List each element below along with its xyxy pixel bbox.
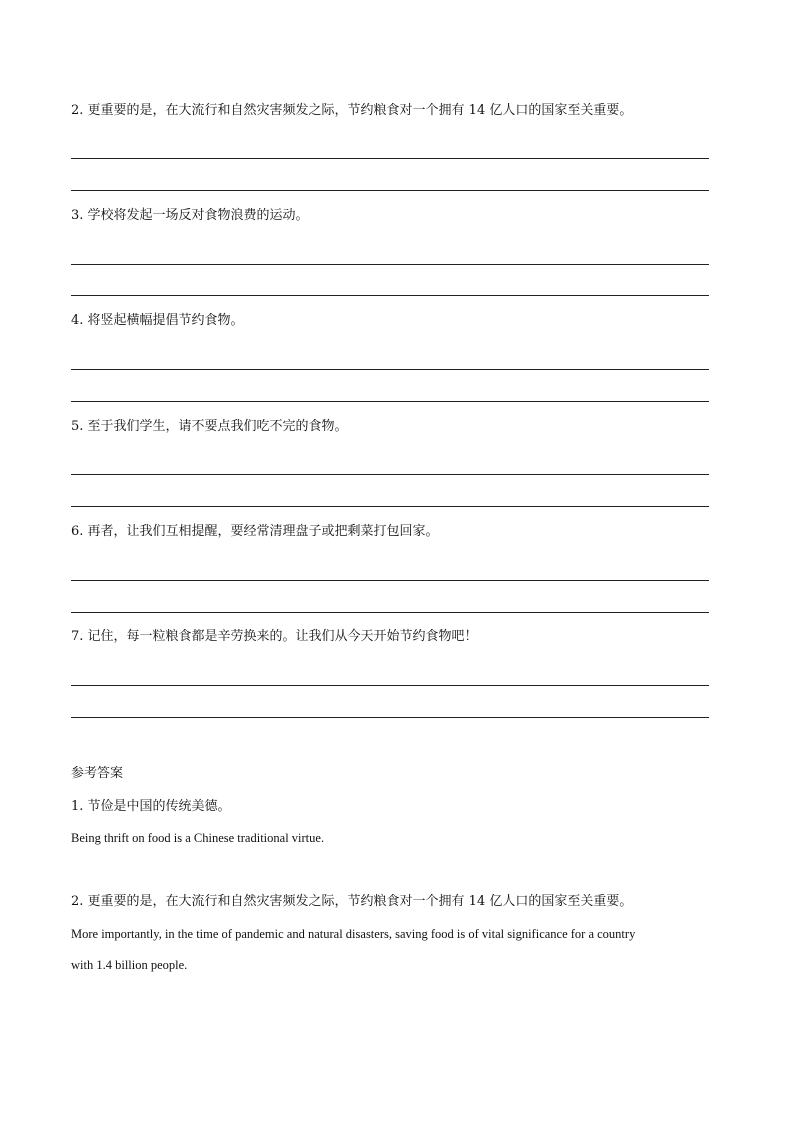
question-3: 3. 学校将发起一场反对食物浪费的运动。	[71, 208, 309, 223]
answer-line	[71, 264, 709, 265]
answer-question-2: 2. 更重要的是，在大流行和自然灾害频发之际，节约粮食对一个拥有 14 亿人口的国家至关重要。	[71, 894, 633, 909]
answer-text-1: Being thrift on food is a Chinese traditional virtue.	[71, 831, 325, 845]
answer-line	[71, 295, 709, 296]
answer-line	[71, 685, 709, 686]
answer-line	[71, 190, 709, 191]
answer-question-1: 1. 节俭是中国的传统美德。	[71, 799, 231, 814]
answer-line	[71, 369, 709, 370]
answer-line	[71, 717, 709, 718]
answer-text-2-line2: with 1.4 billion people.	[71, 958, 188, 972]
answer-line	[71, 506, 709, 507]
question-7: 7. 记住，每一粒粮食都是辛劳换来的。让我们从今天开始节约食物吧！	[71, 629, 478, 644]
answer-line	[71, 401, 709, 402]
answer-line	[71, 612, 709, 613]
answer-line	[71, 474, 709, 475]
answer-text-2-line1: More importantly, in the time of pandemic and natural disasters, saving food is of vital significance for a country	[71, 927, 636, 941]
question-5: 5. 至于我们学生，请不要点我们吃不完的食物。	[71, 419, 348, 434]
answers-heading: 参考答案	[71, 766, 124, 781]
question-2: 2. 更重要的是，在大流行和自然灾害频发之际，节约粮食对一个拥有 14 亿人口的国家至关重要。	[71, 103, 633, 118]
answer-line	[71, 158, 709, 159]
answer-line	[71, 580, 709, 581]
question-4: 4. 将竖起横幅提倡节约食物。	[71, 313, 244, 328]
question-6: 6. 再者，让我们互相提醒，要经常清理盘子或把剩菜打包回家。	[71, 524, 439, 539]
